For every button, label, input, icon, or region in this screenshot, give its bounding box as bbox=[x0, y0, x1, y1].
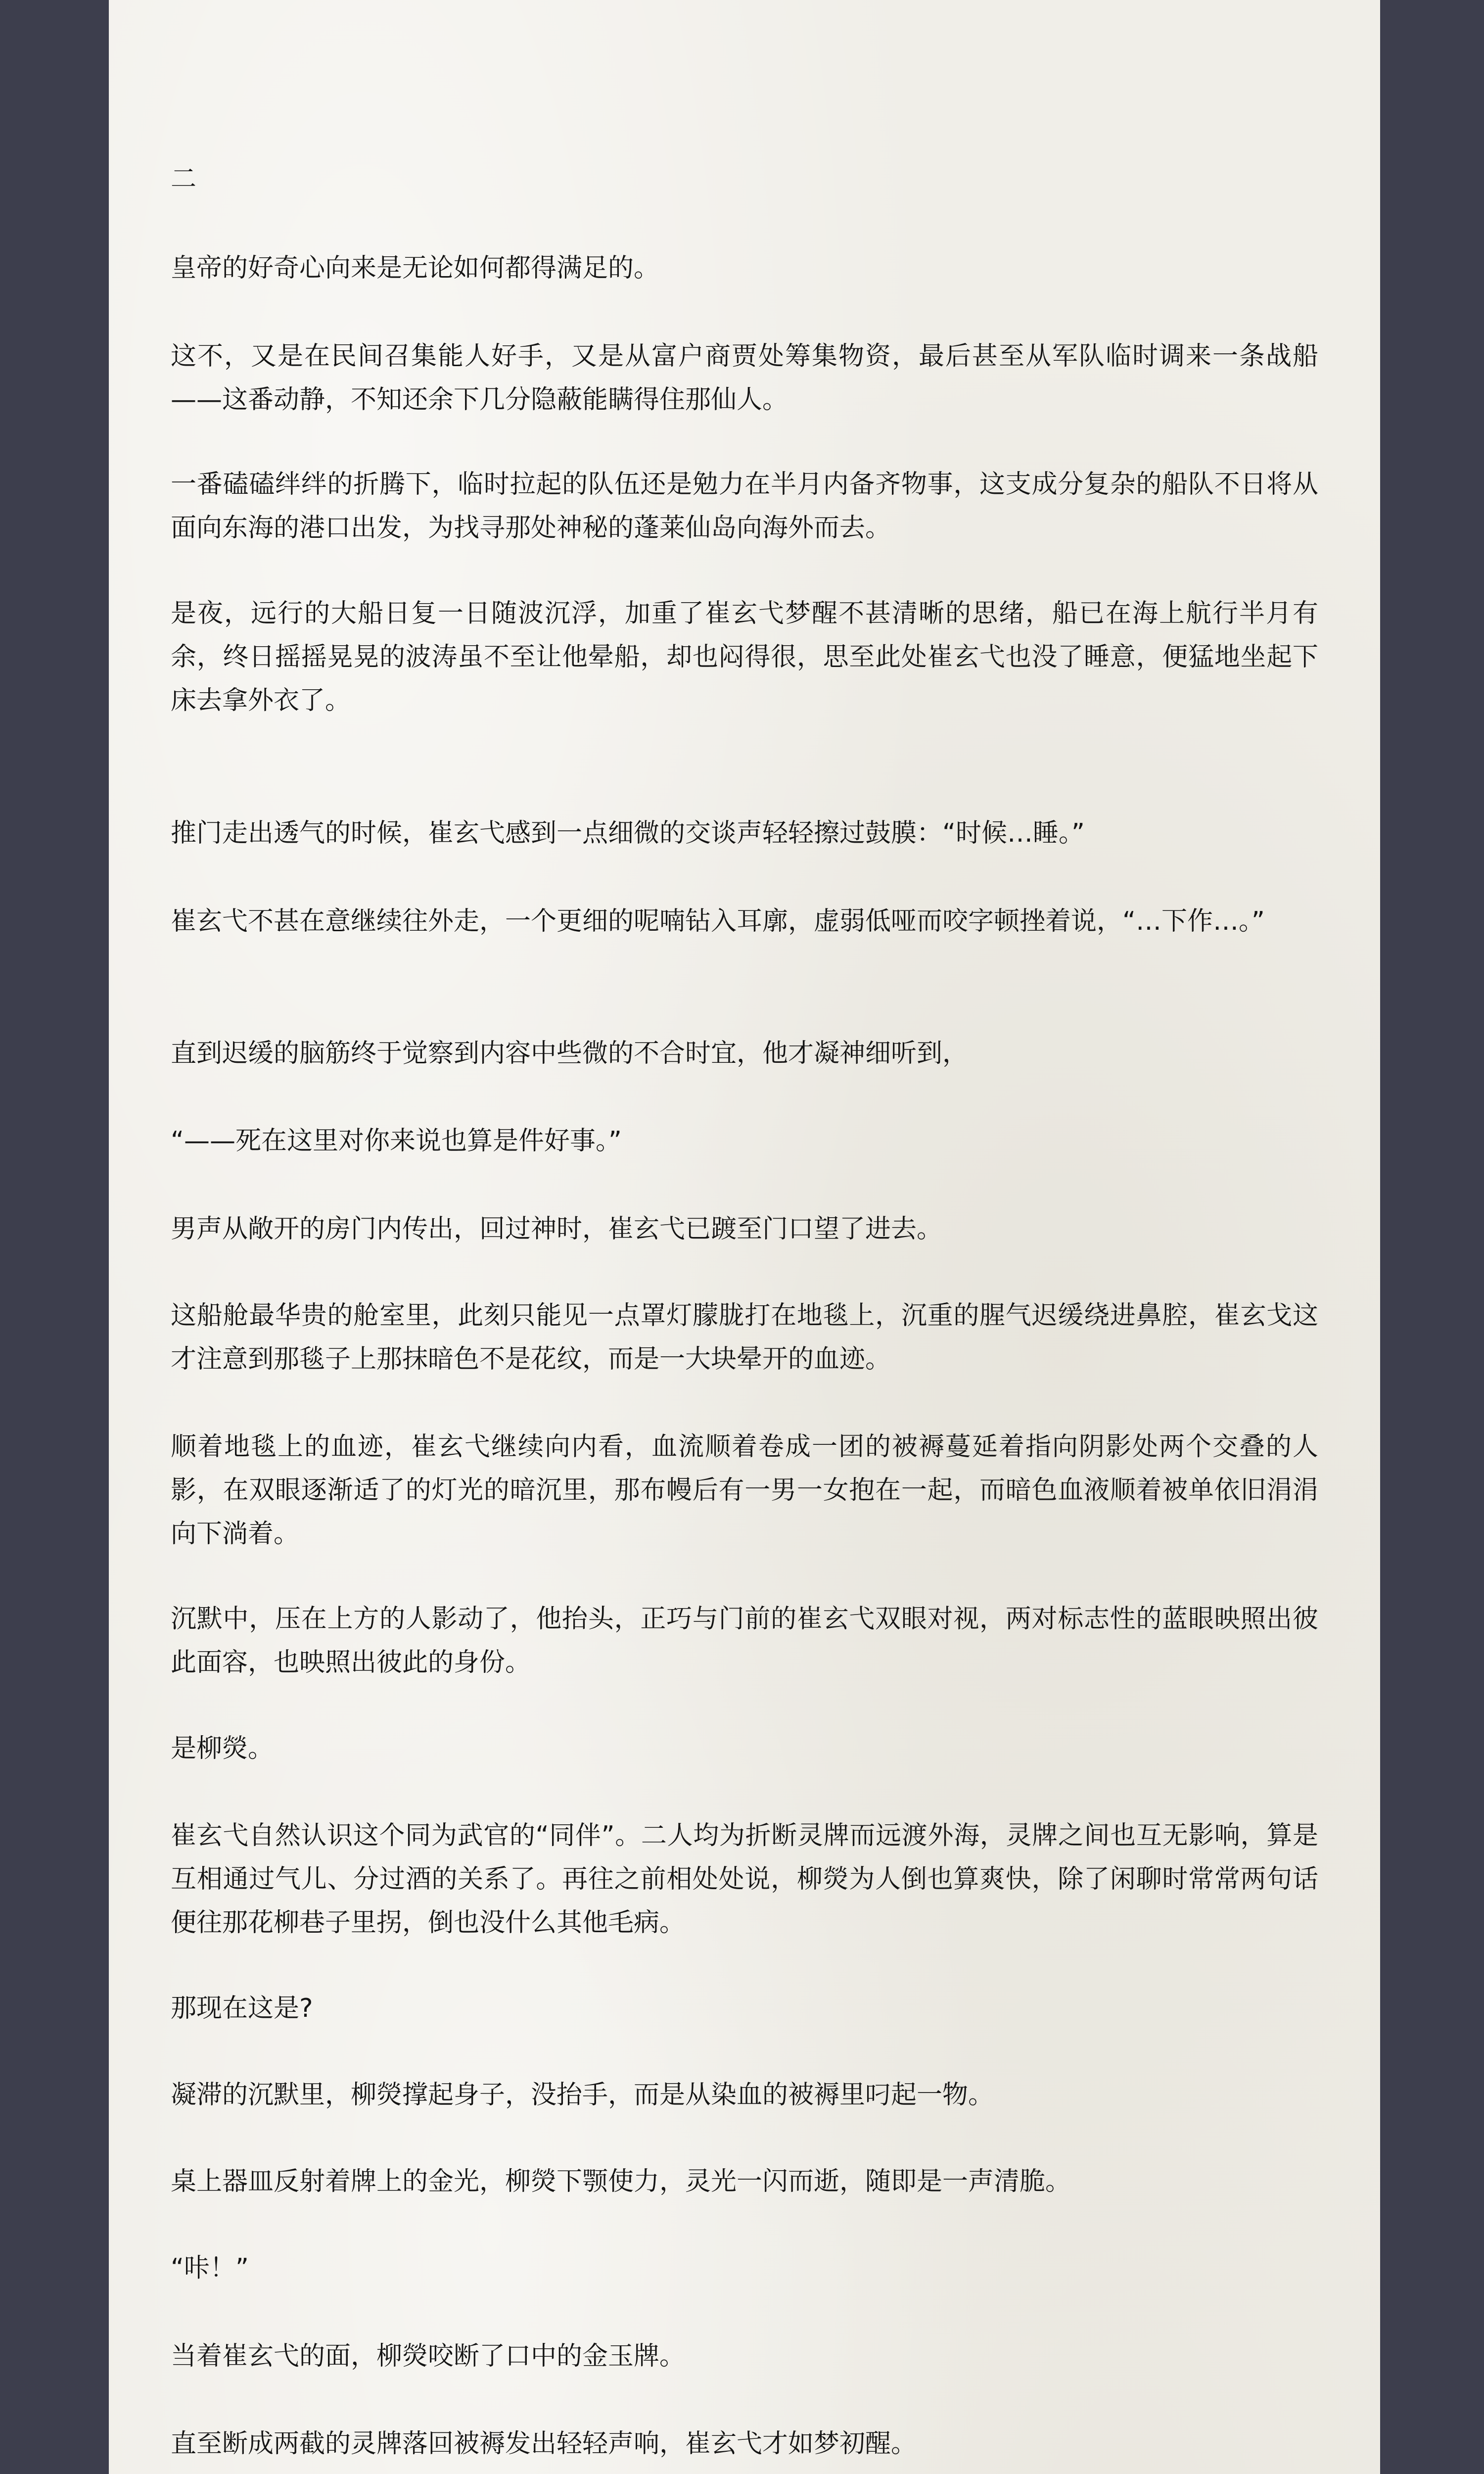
paragraph: 推门走出透气的时候，崔玄弋感到一点细微的交谈声轻轻擦过鼓膜：“时候…睡。” bbox=[171, 818, 1085, 848]
paragraph: 男声从敞开的房门内传出，回过神时，崔玄弋已踱至门口望了进去。 bbox=[171, 1214, 943, 1244]
paragraph: “咔！” bbox=[171, 2253, 249, 2283]
paragraph: 是夜，远行的大船日复一日随波沉浮，加重了崔玄弋梦醒不甚清晰的思绪，船已在海上航行半月有余，终日摇摇晃晃的波涛虽不至让他晕船，却也闷得很，思至此处崔玄弋也没了睡意，便猛地坐起下床去拿外衣了。 bbox=[171, 599, 1318, 715]
chapter-number: 二 bbox=[171, 164, 197, 194]
paragraph: 一番磕磕绊绊的折腾下，临时拉起的队伍还是勉力在半月内备齐物事，这支成分复杂的船队不日将从面向东海的港口出发，为找寻那处神秘的蓬莱仙岛向海外而去。 bbox=[171, 470, 1318, 543]
paragraph: 直至断成两截的灵牌落回被褥发出轻轻声响，崔玄弋才如梦初醒。 bbox=[171, 2429, 917, 2459]
paragraph: “——死在这里对你来说也算是件好事。” bbox=[171, 1126, 622, 1156]
paragraph: 沉默中，压在上方的人影动了，他抬头，正巧与门前的崔玄弋双眼对视，两对标志性的蓝眼映照出彼此面容，也映照出彼此的身份。 bbox=[171, 1604, 1318, 1677]
paragraph: 当着崔玄弋的面，柳熒咬断了口中的金玉牌。 bbox=[171, 2341, 686, 2371]
paragraph: 是柳熒。 bbox=[171, 1734, 274, 1763]
paper-page bbox=[109, 0, 1380, 2474]
paragraph: 凝滞的沉默里，柳熒撑起身子，没抬手，而是从染血的被褥里叼起一物。 bbox=[171, 2080, 994, 2110]
paragraph: 直到迟缓的脑筋终于觉察到内容中些微的不合时宜，他才凝神细听到， bbox=[171, 1039, 969, 1068]
paragraph: 顺着地毯上的血迹，崔玄弋继续向内看，血流顺着卷成一团的被褥蔓延着指向阴影处两个交叠的人影，在双眼逐渐适了的灯光的暗沉里，那布幔后有一男一女抱在一起，而暗色血液顺着被单依旧涓涓向下淌着。 bbox=[171, 1432, 1318, 1549]
paragraph: 崔玄弋不甚在意继续往外走，一个更细的呢喃钻入耳廓，虚弱低哑而咬字顿挫着说，“…下作…。” bbox=[171, 906, 1265, 936]
paragraph: 那现在这是? bbox=[171, 1994, 313, 2023]
paragraph: 桌上器皿反射着牌上的金光，柳熒下颚使力，灵光一闪而逝，随即是一声清脆。 bbox=[171, 2167, 1071, 2196]
paragraph: 皇帝的好奇心向来是无论如何都得满足的。 bbox=[171, 253, 660, 283]
paragraph: 这船舱最华贵的舱室里，此刻只能见一点罩灯朦胧打在地毯上，沉重的腥气迟缓绕进鼻腔，崔玄戈这才注意到那毯子上那抹暗色不是花纹，而是一大块晕开的血迹。 bbox=[171, 1301, 1318, 1374]
paragraph: 这不，又是在民间召集能人好手，又是从富户商贾处筹集物资，最后甚至从军队临时调来一条战船——这番动静，不知还余下几分隐蔽能瞒得住那仙人。 bbox=[171, 341, 1318, 415]
paragraph: 崔玄弋自然认识这个同为武官的“同伴”。二人均为折断灵牌而远渡外海，灵牌之间也互无影响，算是互相通过气儿、分过酒的关系了。再往之前相处处说，柳熒为人倒也算爽快，除了闲聊时常常两句话便往那花柳巷子里拐，倒也没什么其他毛病。 bbox=[171, 1821, 1318, 1938]
